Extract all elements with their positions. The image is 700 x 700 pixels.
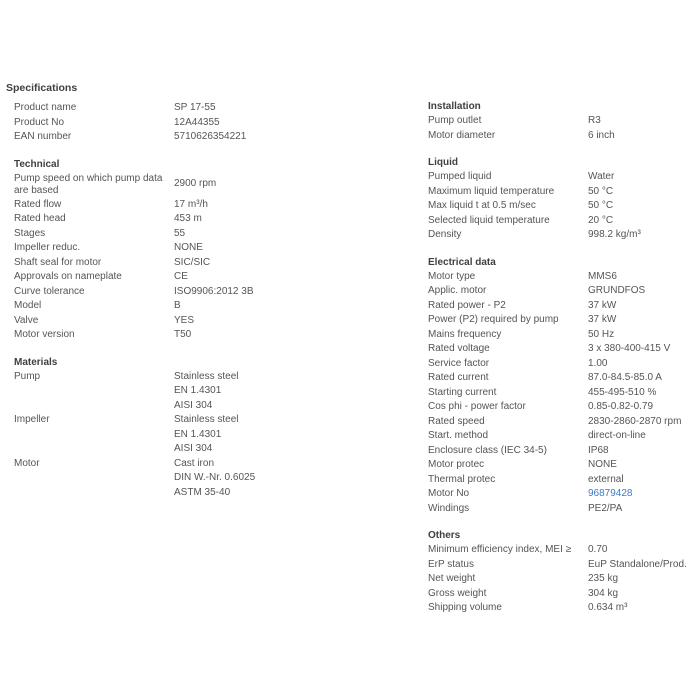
spec-row (428, 313, 698, 328)
spec-label: Stages (14, 227, 46, 239)
spec-row (14, 130, 314, 145)
spec-row (428, 114, 698, 129)
spec-value: Stainless steel (174, 414, 239, 425)
spec-row (428, 170, 698, 185)
spec-row (14, 270, 314, 285)
spec-value: AISI 304 (174, 399, 213, 411)
spec-value: 5710626354221 (174, 131, 247, 142)
spec-value: 2900 rpm (174, 178, 217, 190)
spec-value: NONE (588, 459, 617, 470)
spec-value: EN 1.4301 (174, 428, 222, 440)
spec-value: 455-495-510 % (588, 386, 657, 398)
spec-label: Thermal protec (428, 473, 496, 485)
spec-value: direct-on-line (588, 430, 646, 441)
spec-value: PE2/PA (588, 502, 623, 514)
right-column (428, 99, 698, 628)
spec-value: 20 °C (588, 214, 614, 226)
spec-label: Minimum efficiency index, MEI ≥ (428, 544, 572, 555)
spec-row (428, 543, 698, 558)
liquid-section (428, 155, 698, 243)
spec-value: NONE (174, 242, 203, 253)
spec-label: Pump (14, 370, 41, 382)
spec-row (14, 241, 314, 256)
spec-value: 0.85-0.82-0.79 (588, 401, 654, 412)
spec-value: 37 kW (588, 314, 617, 325)
spec-value: R3 (588, 115, 601, 126)
spec-label: Density (428, 229, 462, 240)
spec-value: 12A44355 (174, 116, 220, 128)
spec-row (428, 371, 698, 386)
spec-label: Gross weight (428, 587, 487, 599)
spec-value: DIN W.-Nr. 0.6025 (174, 472, 256, 483)
spec-label: Maximum liquid temperature (428, 185, 555, 197)
spec-value: 50 °C (588, 185, 614, 197)
spec-row (14, 212, 314, 227)
section-title: Others (428, 530, 461, 541)
spec-value: MMS6 (588, 270, 617, 282)
spec-row (428, 199, 698, 214)
spec-label: Selected liquid temperature (428, 214, 550, 226)
section-title: Installation (428, 101, 481, 112)
spec-label: Impeller (14, 414, 50, 425)
spec-label: Starting current (428, 386, 497, 398)
spec-label: Product name (14, 102, 77, 113)
spec-row (428, 357, 698, 372)
spec-row (14, 227, 314, 242)
section-title: Technical (14, 158, 60, 170)
spec-value: B (174, 300, 181, 311)
spec-label: Enclosure class (IEC 34-5) (428, 444, 547, 456)
spec-label: Net weight (428, 573, 476, 584)
spec-value: 6 inch (588, 129, 615, 141)
spec-value: CE (174, 271, 188, 282)
spec-label: Valve (14, 314, 39, 326)
spec-row (428, 458, 698, 473)
spec-row (428, 415, 698, 430)
spec-value: EuP Standalone/Prod. (588, 558, 687, 570)
spec-label: Approvals on nameplate (14, 271, 122, 282)
section-title: Electrical data (428, 256, 496, 268)
spec-value: 17 m³/h (174, 198, 208, 210)
technical-section (14, 157, 314, 343)
spec-label: Model (14, 300, 42, 311)
spec-row (14, 370, 314, 414)
spec-values (174, 413, 314, 457)
spec-row (14, 101, 314, 116)
spec-row (14, 256, 314, 271)
spec-row (428, 270, 698, 285)
spec-row (14, 457, 314, 501)
spec-row (14, 116, 314, 131)
spec-label: Cos phi - power factor (428, 401, 526, 412)
spec-label: Rated voltage (428, 343, 490, 354)
spec-label: Start. method (428, 430, 489, 441)
spec-value: 0.70 (588, 544, 608, 555)
spec-values (174, 370, 314, 414)
spec-value: Stainless steel (174, 370, 239, 382)
spec-value: 235 kg (588, 573, 619, 584)
spec-label: Pump speed on which pump data are based (14, 172, 163, 196)
spec-row (14, 299, 314, 314)
spec-label: Impeller reduc. (14, 242, 81, 253)
spec-value: external (588, 473, 624, 485)
spec-label: Service factor (428, 357, 490, 369)
spec-value: 998.2 kg/m³ (588, 229, 641, 240)
spec-label: Rated head (14, 213, 66, 224)
spec-value: ISO9906:2012 3B (174, 285, 254, 297)
spec-row (428, 129, 698, 144)
spec-label: Windings (428, 502, 470, 514)
spec-row (428, 328, 698, 343)
spec-label: Rated speed (428, 415, 485, 427)
left-column (14, 101, 314, 512)
materials-section (14, 355, 314, 501)
spec-value: ASTM 35-40 (174, 486, 231, 498)
spec-row (428, 487, 698, 502)
spec-label: ErP status (428, 558, 474, 570)
spec-value: 453 m (174, 213, 202, 224)
spec-row (428, 214, 698, 229)
spec-value: IP68 (588, 444, 609, 456)
spec-label: Rated current (428, 372, 489, 383)
spec-value: SP 17-55 (174, 102, 216, 113)
installation-section (428, 99, 698, 143)
spec-value: 304 kg (588, 587, 619, 599)
spec-label: Motor (14, 457, 40, 469)
spec-value: 0.634 m³ (588, 602, 628, 613)
spec-value: 37 kW (588, 299, 617, 311)
spec-row (428, 429, 698, 444)
others-section (428, 528, 698, 616)
spec-label: Motor No (428, 488, 470, 499)
electrical-section (428, 255, 698, 517)
spec-value: Cast iron (174, 457, 215, 469)
spec-row (428, 342, 698, 357)
spec-row (428, 473, 698, 488)
spec-row (428, 587, 698, 602)
spec-row (428, 185, 698, 200)
spec-value: 50 Hz (588, 328, 615, 340)
spec-label: EAN number (14, 131, 72, 142)
spec-label: Motor protec (428, 459, 485, 470)
spec-label: Motor diameter (428, 129, 496, 141)
spec-label: Pumped liquid (428, 171, 492, 182)
spec-value: YES (174, 314, 195, 326)
spec-value: EN 1.4301 (174, 385, 222, 396)
spec-row (428, 601, 698, 616)
spec-row (14, 314, 314, 329)
spec-value: 3 x 380-400-415 V (588, 343, 671, 354)
spec-value: SIC/SIC (174, 256, 211, 268)
spec-row (428, 228, 698, 243)
spec-row (428, 558, 698, 573)
spec-row (14, 198, 314, 213)
spec-label: Pump outlet (428, 115, 482, 126)
spec-value: Water (588, 171, 615, 182)
spec-row (428, 572, 698, 587)
spec-label: Rated flow (14, 198, 62, 210)
spec-label: Power (P2) required by pump (428, 314, 559, 325)
spec-value: 55 (174, 227, 186, 239)
spec-label: Mains frequency (428, 328, 502, 340)
spec-value: 1.00 (588, 357, 608, 369)
spec-row (428, 502, 698, 517)
spec-label: Product No (14, 116, 65, 128)
spec-label: Max liquid t at 0.5 m/sec (428, 200, 536, 211)
spec-value: GRUNDFOS (588, 285, 646, 296)
spec-row (14, 172, 314, 198)
spec-label: Curve tolerance (14, 285, 85, 297)
spec-value: 50 °C (588, 200, 614, 211)
spec-value: 87.0-84.5-85.0 A (588, 372, 662, 383)
spec-row (14, 413, 314, 457)
spec-label: Applic. motor (428, 285, 487, 296)
page-title: Specifications (6, 82, 78, 94)
spec-row (428, 444, 698, 459)
spec-values (174, 457, 314, 501)
spec-value: AISI 304 (174, 443, 213, 454)
spec-row (428, 299, 698, 314)
spec-row (14, 328, 314, 343)
section-title: Materials (14, 356, 58, 368)
spec-label: Shaft seal for motor (14, 256, 102, 268)
spec-value: 2830-2860-2870 rpm (588, 415, 682, 427)
spec-row (428, 386, 698, 401)
spec-row (428, 284, 698, 299)
spec-label: Shipping volume (428, 602, 502, 613)
spec-value: T50 (174, 329, 192, 340)
motor-no-link[interactable]: 96879428 (588, 488, 633, 499)
spec-row (428, 400, 698, 415)
general-section (14, 101, 314, 145)
spec-label: Motor type (428, 270, 476, 282)
spec-label: Rated power - P2 (428, 299, 506, 311)
spec-row (14, 285, 314, 300)
spec-label: Motor version (14, 329, 75, 340)
section-title: Liquid (428, 157, 458, 168)
